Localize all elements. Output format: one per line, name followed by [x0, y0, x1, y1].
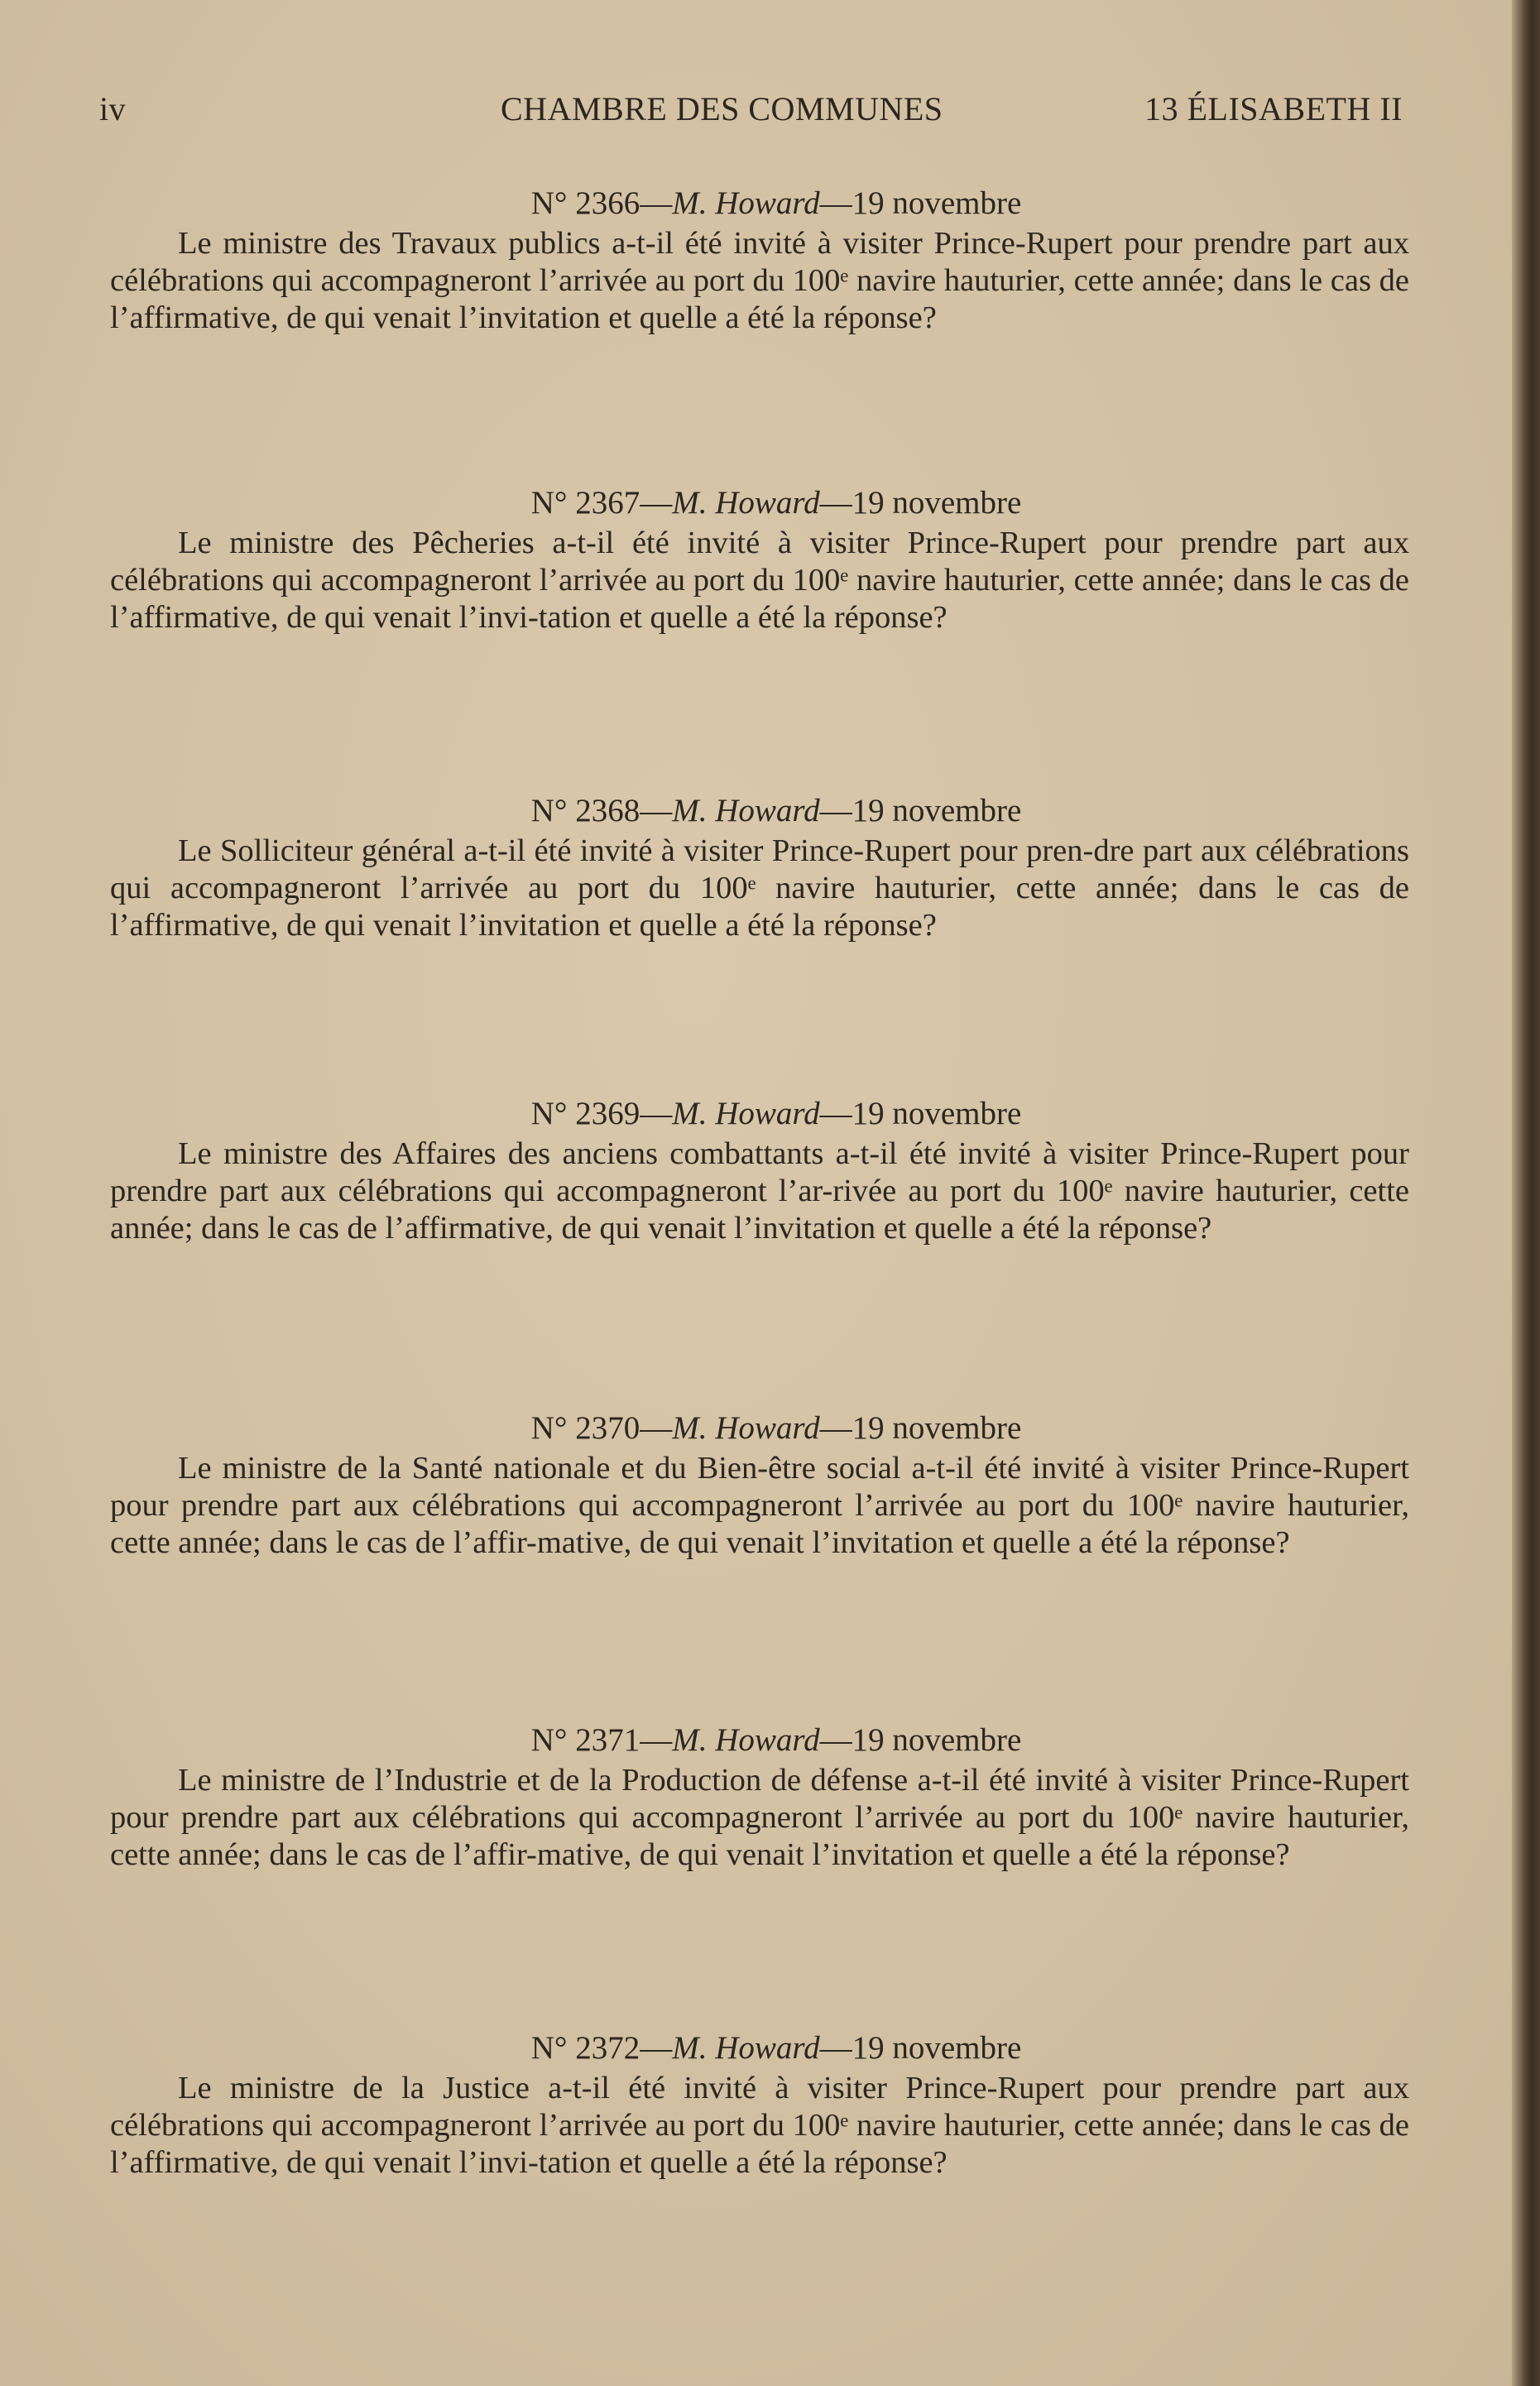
question-2370	[110, 1409, 1409, 1562]
question-text: Le ministre des Travaux publics a-t-il été invité à visiter Prince-Rupert pour prendre part aux célébrations qui accompagneront l’arrivée au port du 100ᵉ navire hauturier, cette année; dans le cas de l’affirmative, de qui venait l’invitation et quelle a été la réponse?	[110, 226, 1409, 335]
binding-edge	[1512, 0, 1540, 2386]
question-heading: N° 2367—M. Howard—19 novembre	[530, 485, 1022, 521]
question-date: 19 novembre	[852, 793, 1022, 828]
question-number: N° 2366	[530, 185, 640, 221]
question-number: N° 2372	[530, 2030, 640, 2066]
question-author: M. Howard	[672, 1722, 820, 1758]
question-heading: N° 2368—M. Howard—19 novembre	[530, 793, 1022, 828]
question-2367	[110, 483, 1409, 636]
question-2369	[110, 1094, 1409, 1247]
question-heading: N° 2372—M. Howard—19 novembre	[530, 2030, 1022, 2066]
question-text: Le ministre de l’Industrie et de la Production de défense a-t-il été invité à visiter Prince-Rupert pour prendre part aux célébrations qui accompagneront l’arrivée au port du 100ᵉ navire hauturier, cette année; dans le cas de l’affir-mative, de qui venait l’invitation et quelle a été la réponse?	[110, 1763, 1409, 1872]
question-author: M. Howard	[672, 185, 820, 221]
question-text: Le Solliciteur général a-t-il été invité à visiter Prince-Rupert pour pren-dre part aux célébrations qui accompagneront l’arrivée au port du 100ᵉ navire hauturier, cette année; dans le cas de l’affirmative, de qui venait l’invitation et quelle a été la réponse?	[110, 833, 1409, 943]
question-2368	[110, 791, 1409, 944]
question-heading: N° 2371—M. Howard—19 novembre	[530, 1722, 1022, 1758]
question-heading: N° 2366—M. Howard—19 novembre	[530, 185, 1022, 221]
question-2371	[110, 1721, 1409, 1874]
question-text: Le ministre des Affaires des anciens combattants a-t-il été invité à visiter Prince-Rupert pour prendre part aux célébrations qui accompagneront l’ar-rivée au port du 100ᵉ navire hauturier, cette année; dans le cas de l’affirmative, de qui venait l’invitation et quelle a été la réponse?	[110, 1136, 1409, 1246]
question-date: 19 novembre	[852, 485, 1022, 521]
question-2372	[110, 2028, 1409, 2182]
question-date: 19 novembre	[852, 185, 1022, 221]
regnal-year: 13 ÉLISABETH II	[1144, 90, 1403, 127]
question-author: M. Howard	[672, 485, 820, 521]
question-author: M. Howard	[672, 793, 820, 828]
question-text: Le ministre de la Santé nationale et du Bien-être social a-t-il été invité à visiter Prince-Rupert pour prendre part aux célébrations qui accompagneront l’arrivée au port du 100ᵉ navire hauturier, cette année; dans le cas de l’affir-mative, de qui venait l’invitation et quelle a été la réponse?	[110, 1451, 1409, 1560]
question-author: M. Howard	[672, 2030, 820, 2066]
question-number: N° 2371	[530, 1722, 640, 1758]
question-number: N° 2367	[530, 485, 640, 521]
question-author: M. Howard	[672, 1410, 820, 1446]
page-number: iv	[99, 90, 127, 127]
running-head	[99, 89, 1403, 131]
question-number: N° 2368	[530, 793, 640, 828]
house-title: CHAMBRE DES COMMUNES	[501, 90, 943, 127]
question-number: N° 2369	[530, 1096, 640, 1131]
question-date: 19 novembre	[852, 1410, 1022, 1446]
question-author: M. Howard	[672, 1096, 820, 1131]
question-text: Le ministre des Pêcheries a-t-il été invité à visiter Prince-Rupert pour prendre part aux célébrations qui accompagneront l’arrivée au port du 100ᵉ navire hauturier, cette année; dans le cas de l’affirmative, de qui venait l’invi-tation et quelle a été la réponse?	[110, 526, 1409, 635]
question-number: N° 2370	[530, 1410, 640, 1446]
question-date: 19 novembre	[852, 1722, 1022, 1758]
question-heading: N° 2370—M. Howard—19 novembre	[530, 1410, 1022, 1446]
question-date: 19 novembre	[852, 1096, 1022, 1131]
question-heading: N° 2369—M. Howard—19 novembre	[530, 1096, 1022, 1131]
question-text: Le ministre de la Justice a-t-il été invité à visiter Prince-Rupert pour prendre part aux célébrations qui accompagneront l’arrivée au port du 100ᵉ navire hauturier, cette année; dans le cas de l’affirmative, de qui venait l’invi-tation et quelle a été la réponse?	[110, 2071, 1409, 2180]
question-date: 19 novembre	[852, 2030, 1022, 2066]
question-2366	[110, 184, 1409, 337]
